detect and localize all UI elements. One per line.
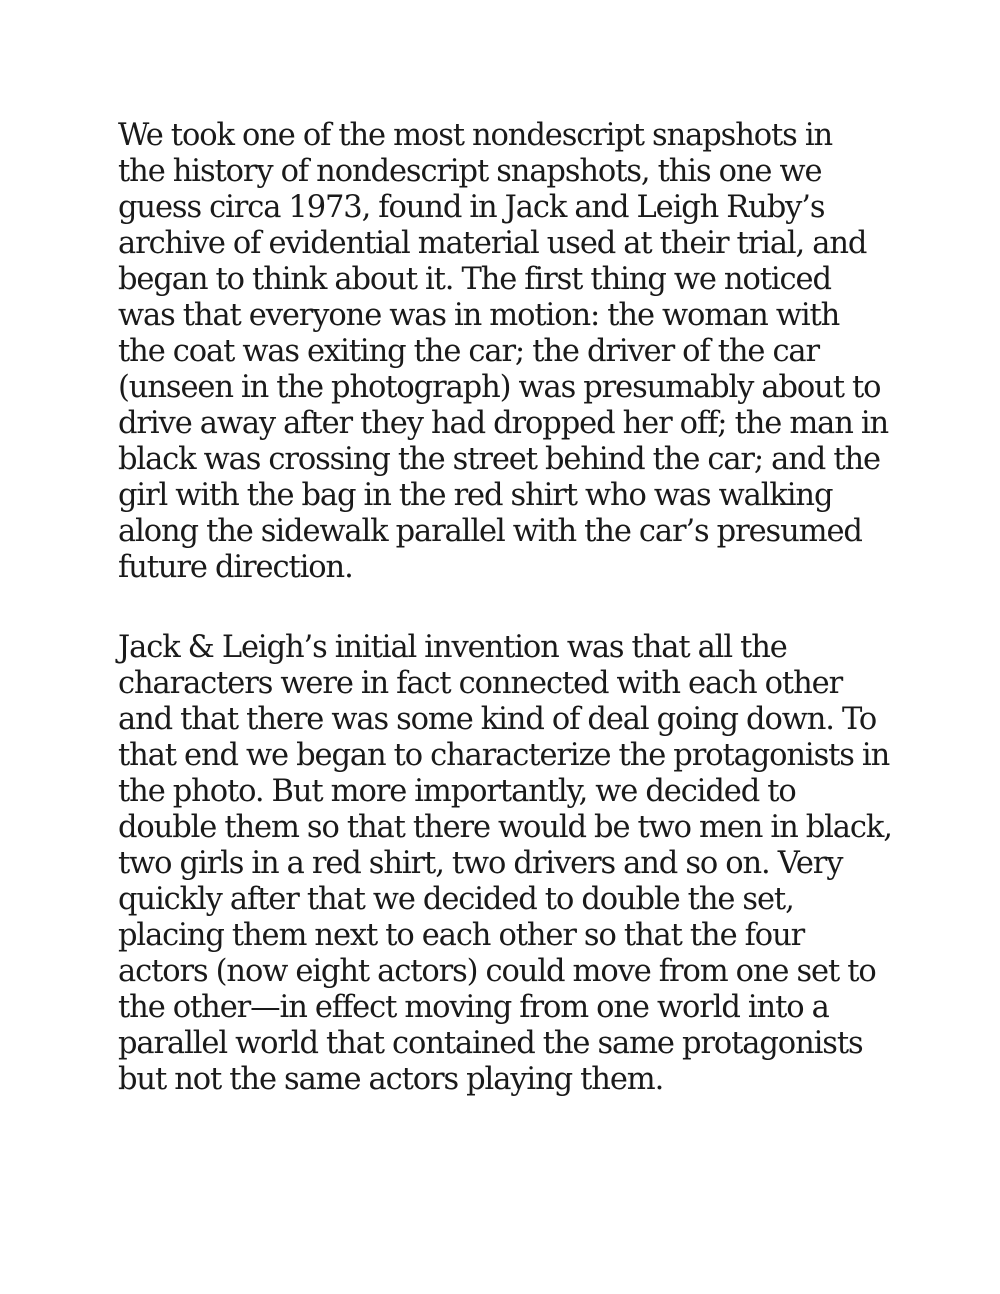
paragraph-2-line: and that there was some kind of deal going down. To [118,702,877,737]
paragraph-2-line: parallel world that contained the same protagonists [118,1026,863,1061]
paragraph-2-line: placing them next to each other so that the four [118,918,805,953]
paragraph-2 [118,630,898,1098]
paragraph-2-line: two girls in a red shirt, two drivers and so on. Very [118,846,843,881]
paragraph-2-line: the photo. But more importantly, we decided to [118,774,796,809]
paragraph-2-line: that end we began to characterize the protagonists in [118,738,890,773]
paragraph-1-line: drive away after they had dropped her off; the man in [118,406,889,441]
paragraph-2-line: double them so that there would be two men in black, [118,810,892,845]
paragraph-2-line: actors (now eight actors) could move from one set to [118,954,876,989]
paragraph-1-line: (unseen in the photograph) was presumably about to [118,370,881,405]
paragraph-2-line: the other—in effect moving from one world into a [118,990,829,1025]
paragraph-2-line: but not the same actors playing them. [118,1062,664,1097]
paragraph-1 [118,118,898,586]
paragraph-1-line: along the sidewalk parallel with the car’s presumed [118,514,862,549]
paragraph-2-line: Jack & Leigh’s initial invention was that all the [118,630,787,665]
paragraph-1-line: guess circa 1973, found in Jack and Leigh Ruby’s [118,190,825,225]
paragraph-1-line: future direction. [118,550,353,585]
paragraph-1-line: archive of evidential material used at their trial, and [118,226,867,261]
paragraph-2-line: characters were in fact connected with each other [118,666,843,701]
paragraph-1-line: black was crossing the street behind the car; and the [118,442,880,477]
paragraph-2-line: quickly after that we decided to double the set, [118,882,794,917]
paragraph-1-line: We took one of the most nondescript snapshots in [118,118,833,153]
paragraph-1-line: the history of nondescript snapshots, this one we [118,154,822,189]
paragraph-1-line: began to think about it. The first thing we noticed [118,262,831,297]
paragraph-1-line: the coat was exiting the car; the driver of the car [118,334,819,369]
paragraph-1-line: girl with the bag in the red shirt who was walking [118,478,833,513]
paragraph-1-line: was that everyone was in motion: the woman with [118,298,840,333]
